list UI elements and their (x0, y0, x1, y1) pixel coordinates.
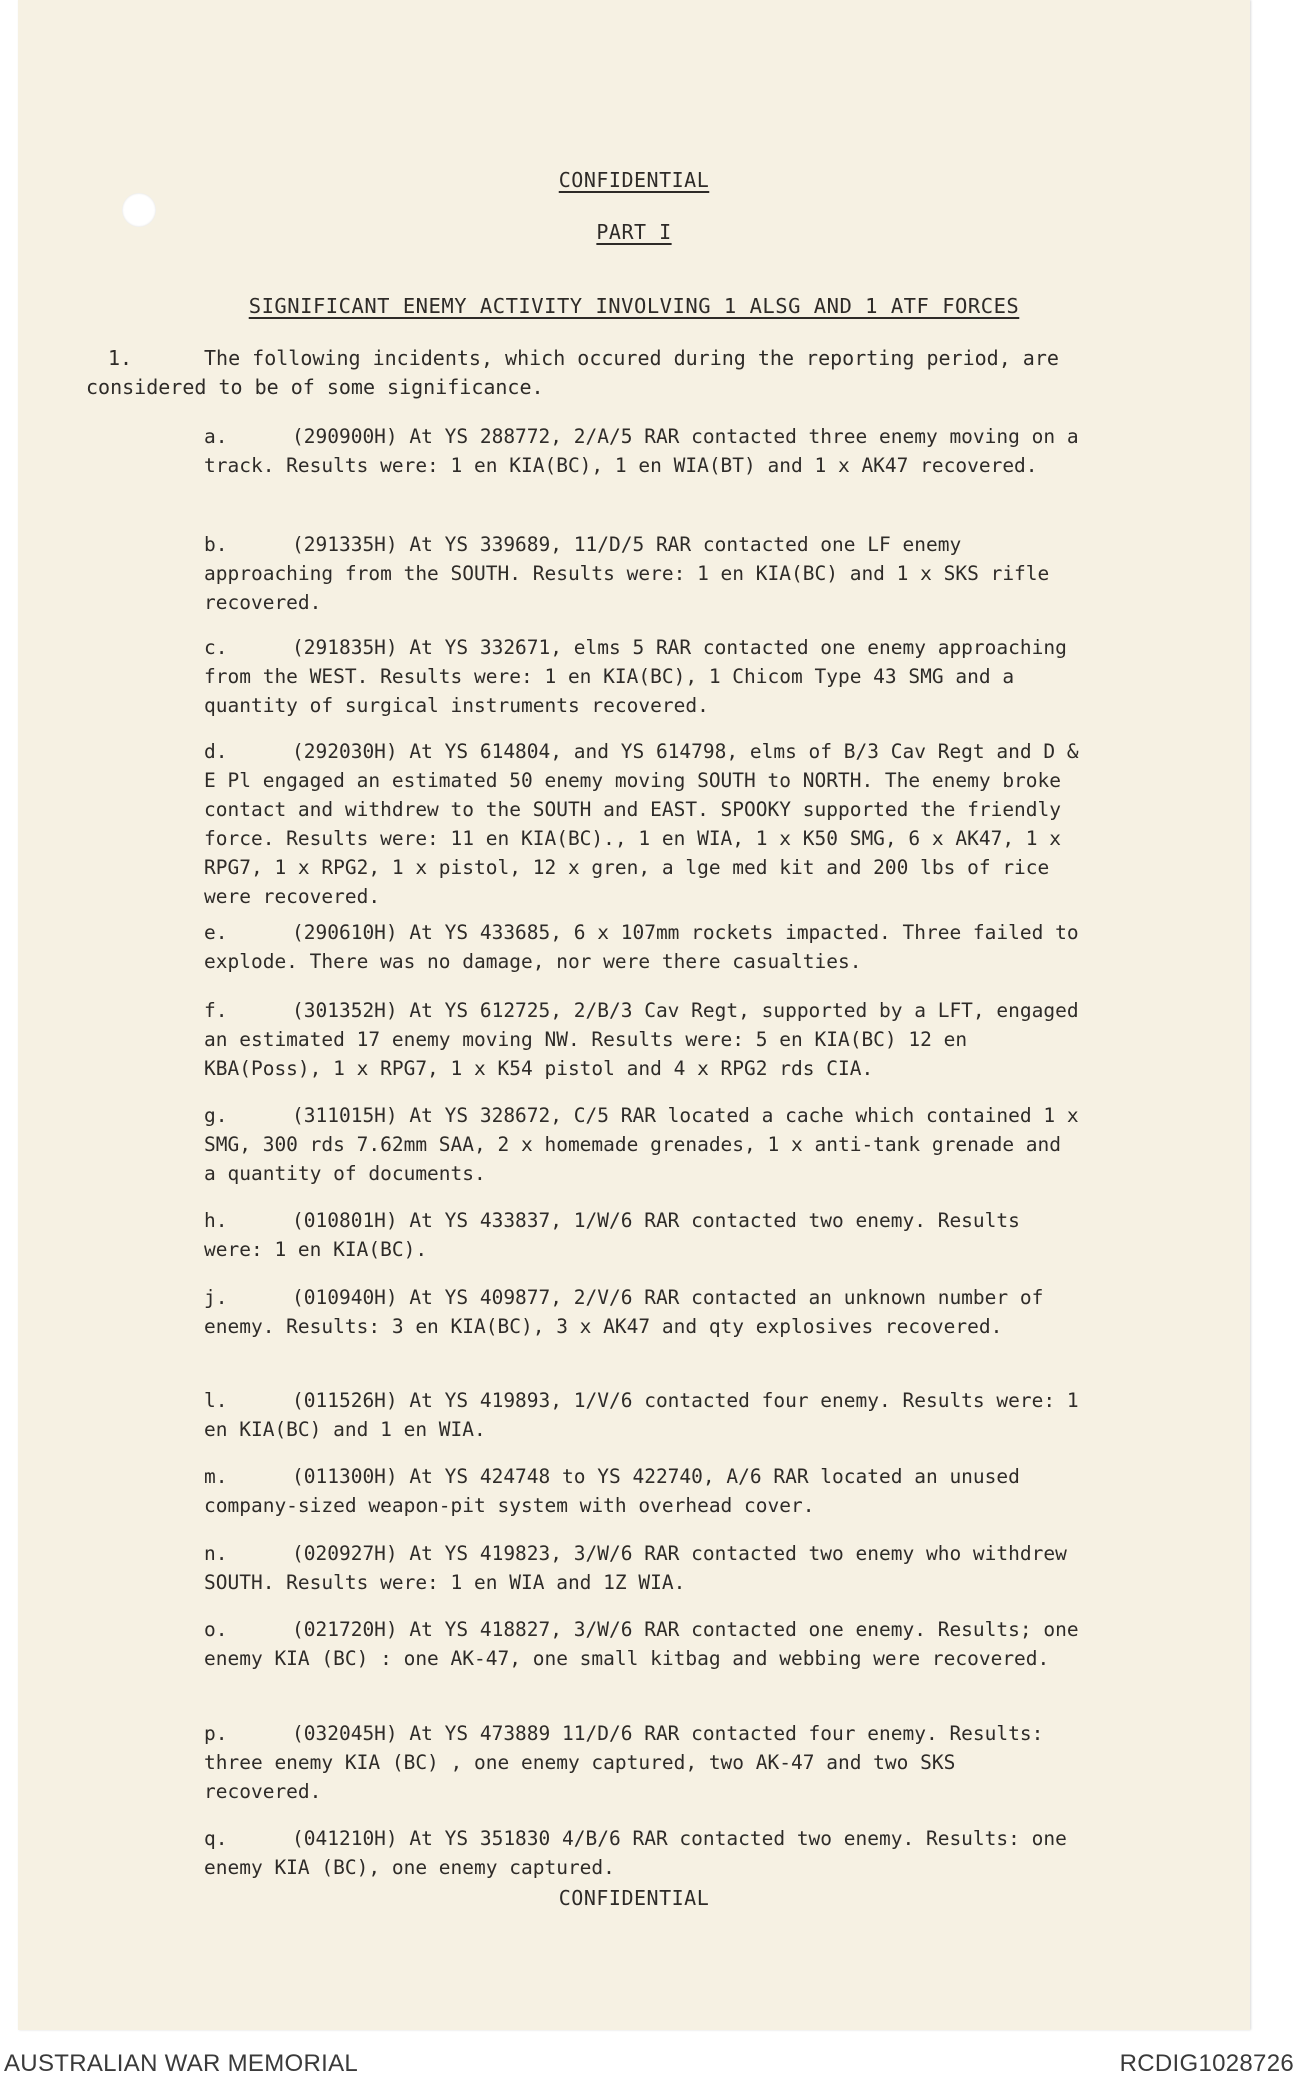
incident-letter: c. (204, 636, 228, 659)
incident-text: (291835H) At YS 332671, elms 5 RAR contacted one enemy approaching from the WEST. Results were: 1 en KIA(BC), 1 Chicom Type 43 SMG and a quantity of surgical instruments recovered. (204, 636, 1067, 717)
incident-text: (301352H) At YS 612725, 2/B/3 Cav Regt, supported by a LFT, engaged an estimated 17 enemy moving NW. Results were: 5 en KIA(BC) 12 en KBA(Poss), 1 x RPG7, 1 x K54 pistol and 4 x RPG2 rds CIA. (204, 999, 1079, 1080)
incident-letter: b. (204, 533, 228, 556)
incident-item (204, 1386, 1084, 1444)
incident-item (204, 1283, 1084, 1341)
incident-item (204, 918, 1084, 976)
incident-item (204, 1462, 1084, 1520)
reference-label: RCDIG1028726 (1119, 2050, 1294, 2077)
incident-letter: e. (204, 921, 228, 944)
incident-item (204, 422, 1084, 480)
incident-letter: d. (204, 740, 228, 763)
classification-top: CONFIDENTIAL (558, 168, 710, 192)
incident-text: (290900H) At YS 288772, 2/A/5 RAR contacted three enemy moving on a track. Results were: 1 en KIA(BC), 1 en WIA(BT) and 1 x AK47 recovered. (204, 425, 1079, 477)
incident-letter: f. (204, 999, 228, 1022)
institution-label: AUSTRALIAN WAR MEMORIAL (4, 2050, 359, 2077)
incident-item (204, 633, 1084, 720)
incident-letter: h. (204, 1209, 228, 1232)
document-content (18, 0, 1250, 2030)
incident-text: (292030H) At YS 614804, and YS 614798, elms of B/3 Cav Regt and D & E Pl engaged an estimated 50 enemy moving SOUTH to NORTH. The enemy broke contact and withdrew to the SOUTH and EAST. SPOOKY supported the friendly force. Results were: 11 en KIA(BC)., 1 en WIA, 1 x K50 SMG, 6 x AK47, 1 x RPG7, 1 x RPG2, 1 x pistol, 12 x gren, a lge med kit and 200 lbs of rice were recovered. (204, 740, 1079, 908)
incident-text: (291335H) At YS 339689, 11/D/5 RAR contacted one LF enemy approaching from the SOUTH. Results were: 1 en KIA(BC) and 1 x SKS rifle recovered. (204, 533, 1050, 614)
incident-item (204, 1719, 1084, 1806)
incident-letter: l. (204, 1389, 228, 1412)
incident-item (204, 737, 1084, 911)
incident-text: (041210H) At YS 351830 4/B/6 RAR contacted two enemy. Results: one enemy KIA (BC), one enemy captured. (204, 1827, 1067, 1879)
incident-letter: a. (204, 425, 228, 448)
incident-letter: m. (204, 1465, 228, 1488)
incident-item (204, 1539, 1084, 1597)
archive-footer (0, 2044, 1304, 2082)
incident-text: (020927H) At YS 419823, 3/W/6 RAR contacted two enemy who withdrew SOUTH. Results were: 1 en WIA and 1Z WIA. (204, 1542, 1067, 1594)
classification-bottom: CONFIDENTIAL (558, 1886, 710, 1910)
incident-item (204, 530, 1084, 617)
incident-item (204, 1101, 1084, 1188)
incident-item (204, 1206, 1084, 1264)
incident-letter: q. (204, 1827, 228, 1850)
section-heading: SIGNIFICANT ENEMY ACTIVITY INVOLVING 1 ALSG AND 1 ATF FORCES (248, 294, 1020, 318)
incident-item (204, 996, 1084, 1083)
incident-letter: n. (204, 1542, 228, 1565)
incident-text: (290610H) At YS 433685, 6 x 107mm rockets impacted. Three failed to explode. There was no damage, nor were there casualties. (204, 921, 1079, 973)
document-page (18, 0, 1250, 2030)
incident-item (204, 1824, 1084, 1882)
incident-letter: j. (204, 1286, 228, 1309)
incident-text: (010940H) At YS 409877, 2/V/6 RAR contacted an unknown number of enemy. Results: 3 en KIA(BC), 3 x AK47 and qty explosives recovered. (204, 1286, 1044, 1338)
incident-item (204, 1615, 1084, 1673)
incident-text: (010801H) At YS 433837, 1/W/6 RAR contacted two enemy. Results were: 1 en KIA(BC). (204, 1209, 1020, 1261)
intro-number: 1. (108, 346, 133, 370)
intro-text: The following incidents, which occured during the reporting period, are considered to be of some significance. (86, 346, 1059, 399)
part-title: PART I (596, 220, 672, 244)
incident-letter: p. (204, 1722, 228, 1745)
incident-text: (032045H) At YS 473889 11/D/6 RAR contacted four enemy. Results: three enemy KIA (BC) , one enemy captured, two AK-47 and two SKS recovered. (204, 1722, 1044, 1803)
incident-letter: g. (204, 1104, 228, 1127)
incident-letter: o. (204, 1618, 228, 1641)
incident-text: (311015H) At YS 328672, C/5 RAR located a cache which contained 1 x SMG, 300 rds 7.62mm SAA, 2 x homemade grenades, 1 x anti-tank grenade and a quantity of documents. (204, 1104, 1079, 1185)
incident-text: (021720H) At YS 418827, 3/W/6 RAR contacted one enemy. Results; one enemy KIA (BC) : one AK-47, one small kitbag and webbing were recovered. (204, 1618, 1079, 1670)
intro-paragraph (86, 344, 1096, 402)
incident-text: (011300H) At YS 424748 to YS 422740, A/6 RAR located an unused company-sized weapon-pit system with overhead cover. (204, 1465, 1020, 1517)
incident-text: (011526H) At YS 419893, 1/V/6 contacted four enemy. Results were: 1 en KIA(BC) and 1 en WIA. (204, 1389, 1079, 1441)
